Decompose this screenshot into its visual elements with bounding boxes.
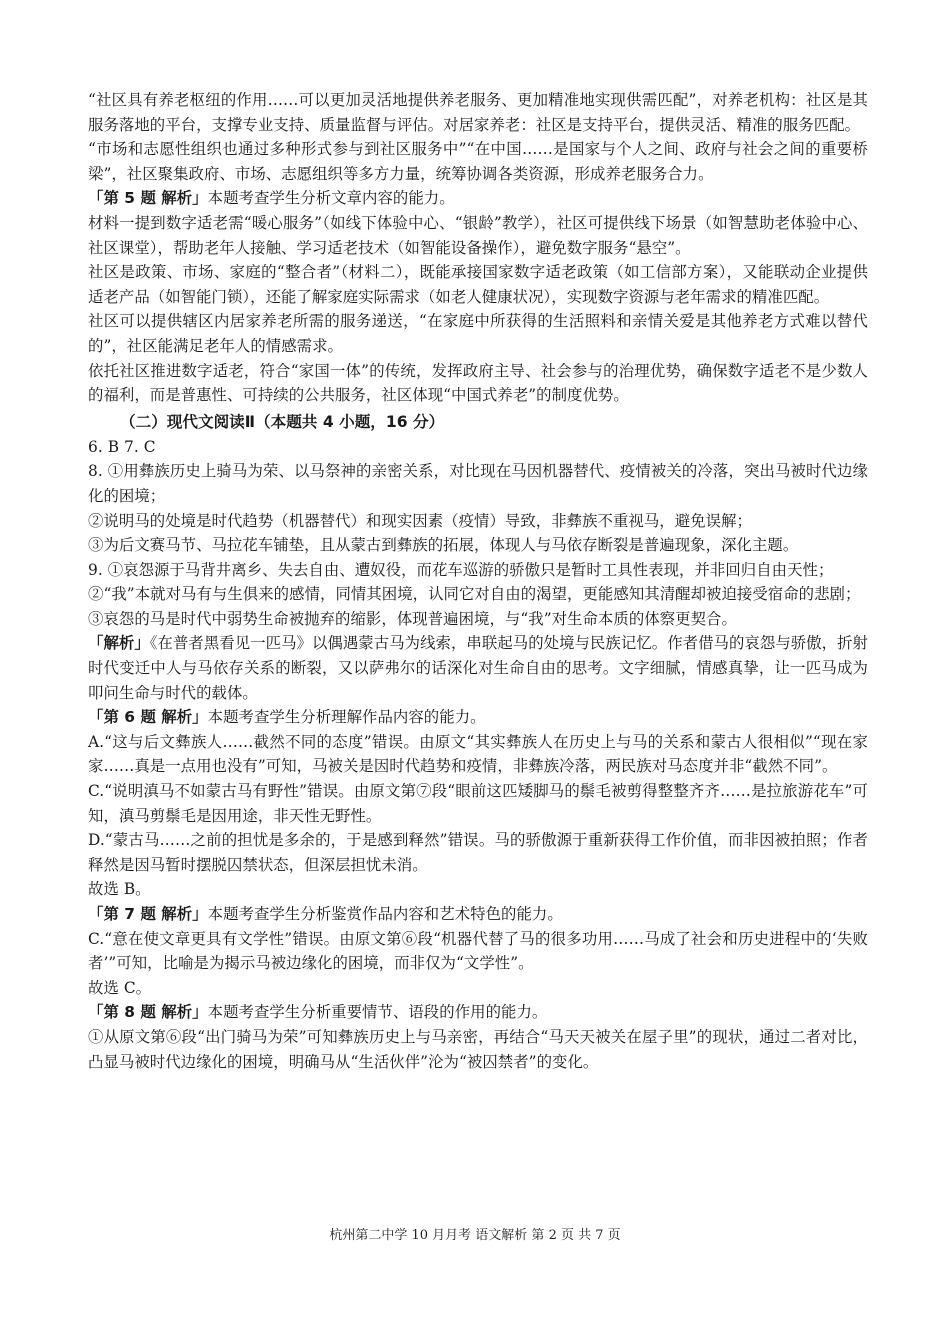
document-body (88, 88, 868, 1074)
analysis-text: 本题考查学生分析重要情节、语段的作用的能力。 (207, 1003, 548, 1022)
paragraph: 社区可以提供辖区内居家养老所需的服务递送，“在家庭中所获得的生活照料和亲情关爱是其他养老方式难以替代的”，社区能满足老年人的情感需求。 (88, 312, 868, 355)
paragraph: 故选 B。 (88, 880, 151, 899)
analysis-text: 本题考查学生分析文章内容的能力。 (207, 189, 455, 208)
analysis-paragraph (88, 1000, 868, 1025)
analysis-label: 「解析」 (88, 634, 150, 653)
analysis-label: 「第 8 题 解析」 (88, 1003, 208, 1022)
paragraph: 故选 C。 (88, 978, 152, 997)
section-heading: （二）现代文阅读Ⅱ（本题共 4 小题，16 分） (120, 412, 445, 431)
paragraph: ①从原文第⑥段“出门骑马为荣”可知彝族历史上与马亲密，再结合“马天天被关在屋子里”的现状，通过二者对比，凸显马被时代边缘化的困境，明确马从“生活伙伴”沦为“被囚禁者”的变化。 (88, 1027, 868, 1071)
analysis-label: 「第 6 题 解析」 (88, 708, 208, 727)
analysis-label: 「第 5 题 解析」 (88, 189, 208, 208)
analysis-paragraph (88, 705, 868, 730)
analysis-text: 本题考查学生分析理解作品内容的能力。 (207, 708, 486, 727)
paragraph: ②“我”本就对马有与生俱来的感情，同情其困境，认同它对自由的渴望，更能感知其清醒却被迫接受宿命的悲剧； (88, 585, 861, 604)
analysis-text: 本题考查学生分析鉴赏作品内容和艺术特色的能力。 (207, 905, 563, 923)
paragraph: C.“说明滇马不如蒙古马有野性”错误。由原文第⑦段“眼前这匹矮脚马的鬃毛被剪得整整齐齐……是拉旅游花车”可知，滇马剪鬃毛是因用途，非天性无野性。 (88, 782, 868, 825)
analysis-text: 《在普者黑看见一匹马》以偶遇蒙古马为线索，串联起马的处境与民族记忆。作者借马的哀怨与骄傲，折射时代变迁中人与马依存关系的断裂，又以萨弗尔的话深化对生命自由的思考。文字细腻，情感真挚，让一匹马成为叩问生命与时代的载体。 (88, 634, 868, 702)
analysis-paragraph (88, 631, 868, 705)
paragraph: “社区具有养老枢纽的作用……可以更加灵活地提供养老服务、更加精准地实现供需匹配”，对养老机构：社区是其服务落地的平台，支撑专业支持、质量监督与评估。对居家养老：社区是支持平台，提供灵活、精准的服务匹配。 (88, 91, 868, 134)
paragraph: ③哀怨的马是时代中弱势生命被抛弃的缩影，体现普遍困境，与“我”对生命本质的体察更契合。 (88, 609, 737, 628)
paragraph: “市场和志愿性组织也通过多种形式参与到社区服务中”“在中国……是国家与个人之间、政府与社会之间的重要桥梁”，社区聚集政府、市场、志愿组织等多方力量，统筹协调各类资源，形成养老服务合力。 (88, 140, 868, 183)
paragraph: D.“蒙古马……之前的担忧是多余的，于是感到释然”错误。马的骄傲源于重新获得工作价值，而非因被拍照；作者释然是因马暂时摆脱囚禁状态，但深层担忧未消。 (88, 831, 868, 874)
paragraph: 依托社区推进数字适老，符合“家国一体”的传统，发挥政府主导、社会参与的治理优势，确保数字适老不是少数人的福利，而是普惠性、可持续的公共服务，社区体现“中国式养老”的制度优势。 (88, 361, 868, 405)
paragraph: 6. B 7. C (88, 437, 156, 456)
paragraph: 8. ①用彝族历史上骑马为荣、以马祭神的亲密关系，对比现在马因机器替代、疫情被关的冷落，突出马被时代边缘化的困境； (88, 462, 868, 505)
paragraph: 9. ①哀怨源于马背井离乡、失去自由、遭奴役，而花车巡游的骄傲只是暂时工具性表现，并非回归自由天性； (88, 560, 834, 579)
analysis-paragraph (88, 902, 868, 927)
paragraph: A.“这与后文彝族人……截然不同的态度”错误。由原文“其实彝族人在历史上与马的关系和蒙古人很相似”“现在家家……真是一点用也没有”可知，马被关是因时代趋势和疫情，非彝族冷落，两民族对马态度并非“截然不同”。 (88, 732, 868, 776)
analysis-paragraph (88, 186, 868, 211)
analysis-label: 「第 7 题 解析」 (88, 905, 208, 923)
page-footer: 杭州第二中学 10 月月考 语文解析 第 2 页 共 7 页 (329, 1228, 621, 1243)
paragraph: C.“意在使文章更具有文学性”错误。由原文第⑥段“机器代替了马的很多功用……马成了社会和历史进程中的‘失败者’”可知，比喻是为揭示马被边缘化的困境，而非仅为“文学性”。 (88, 929, 868, 973)
paragraph: ③为后文赛马节、马拉花车铺垫，且从蒙古到彝族的拓展，体现人与马依存断裂是普遍现象，深化主题。 (88, 536, 799, 555)
paragraph: 材料一提到数字适老需“暖心服务”（如线下体验中心、“银龄”教学），社区可提供线下场景（如智慧助老体验中心、社区课堂），帮助老年人接触、学习适老技术（如智能设备操作），避免数字服务“悬空”。 (88, 213, 868, 257)
paragraph: ②说明马的处境是时代趋势（机器替代）和现实因素（疫情）导致，非彝族不重视马，避免误解； (88, 511, 752, 530)
paragraph: 社区是政策、市场、家庭的“整合者”（材料二），既能承接国家数字适老政策（如工信部方案），又能联动企业提供适老产品（如智能门锁），还能了解家庭实际需求（如老人健康状况），实现数字资源与老年需求的精准匹配。 (88, 263, 868, 306)
